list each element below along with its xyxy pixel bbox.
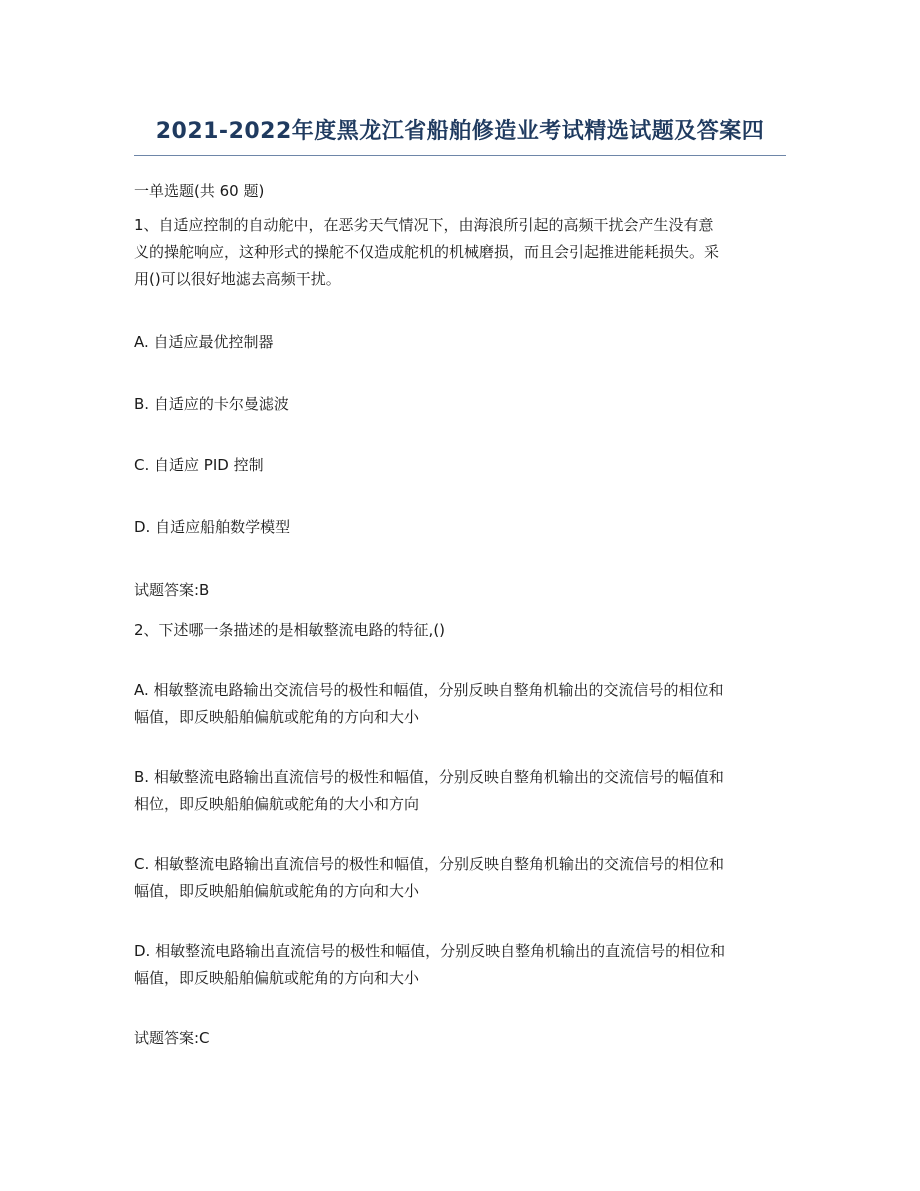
question-2-option-a-line-1: A. 相敏整流电路输出交流信号的极性和幅值，分别反映自整角机输出的交流信号的相位和 bbox=[134, 681, 724, 699]
section-header: 一单选题(共 60 题) bbox=[134, 182, 265, 200]
question-2-option-c-line-1: C. 相敏整流电路输出直流信号的极性和幅值，分别反映自整角机输出的交流信号的相位和 bbox=[134, 855, 725, 873]
title-divider bbox=[134, 155, 786, 156]
question-2-option-c bbox=[134, 851, 786, 905]
question-1-stem-line-3: 用()可以很好地滤去高频干扰。 bbox=[134, 270, 341, 288]
question-2-option-b-line-2: 相位，即反映船舶偏航或舵角的大小和方向 bbox=[134, 795, 420, 813]
question-1-option-a: A. 自适应最优控制器 bbox=[134, 333, 274, 351]
question-1-option-c: C. 自适应 PID 控制 bbox=[134, 456, 264, 474]
question-2-option-a-line-2: 幅值，即反映船舶偏航或舵角的方向和大小 bbox=[134, 708, 420, 726]
question-2-option-c-line-2: 幅值，即反映船舶偏航或舵角的方向和大小 bbox=[134, 882, 420, 900]
question-2-answer: 试题答案:C bbox=[134, 1029, 210, 1047]
question-2-option-d-line-1: D. 相敏整流电路输出直流信号的极性和幅值，分别反映自整角机输出的直流信号的相位和 bbox=[134, 942, 726, 960]
question-1-answer: 试题答案:B bbox=[134, 581, 210, 599]
question-1-stem-line-1: 1、自适应控制的自动舵中，在恶劣天气情况下，由海浪所引起的高频干扰会产生没有意 bbox=[134, 216, 714, 234]
question-2-option-b-line-1: B. 相敏整流电路输出直流信号的极性和幅值，分别反映自整角机输出的交流信号的幅值和 bbox=[134, 768, 724, 786]
question-2-stem: 2、下述哪一条描述的是相敏整流电路的特征,() bbox=[134, 621, 446, 639]
question-2-option-a bbox=[134, 677, 786, 731]
question-2-option-d-line-2: 幅值，即反映船舶偏航或舵角的方向和大小 bbox=[134, 969, 420, 987]
page-title: 2021-2022年度黑龙江省船舶修造业考试精选试题及答案四 bbox=[155, 119, 765, 144]
question-1-option-d: D. 自适应船舶数学模型 bbox=[134, 518, 291, 536]
question-1-option-b: B. 自适应的卡尔曼滤波 bbox=[134, 395, 289, 413]
question-1-stem bbox=[134, 212, 786, 293]
question-2-option-d bbox=[134, 938, 786, 992]
question-1-stem-line-2: 义的操舵响应，这种形式的操舵不仅造成舵机的机械磨损，而且会引起推进能耗损失。采 bbox=[134, 243, 720, 261]
question-2-option-b bbox=[134, 764, 786, 818]
